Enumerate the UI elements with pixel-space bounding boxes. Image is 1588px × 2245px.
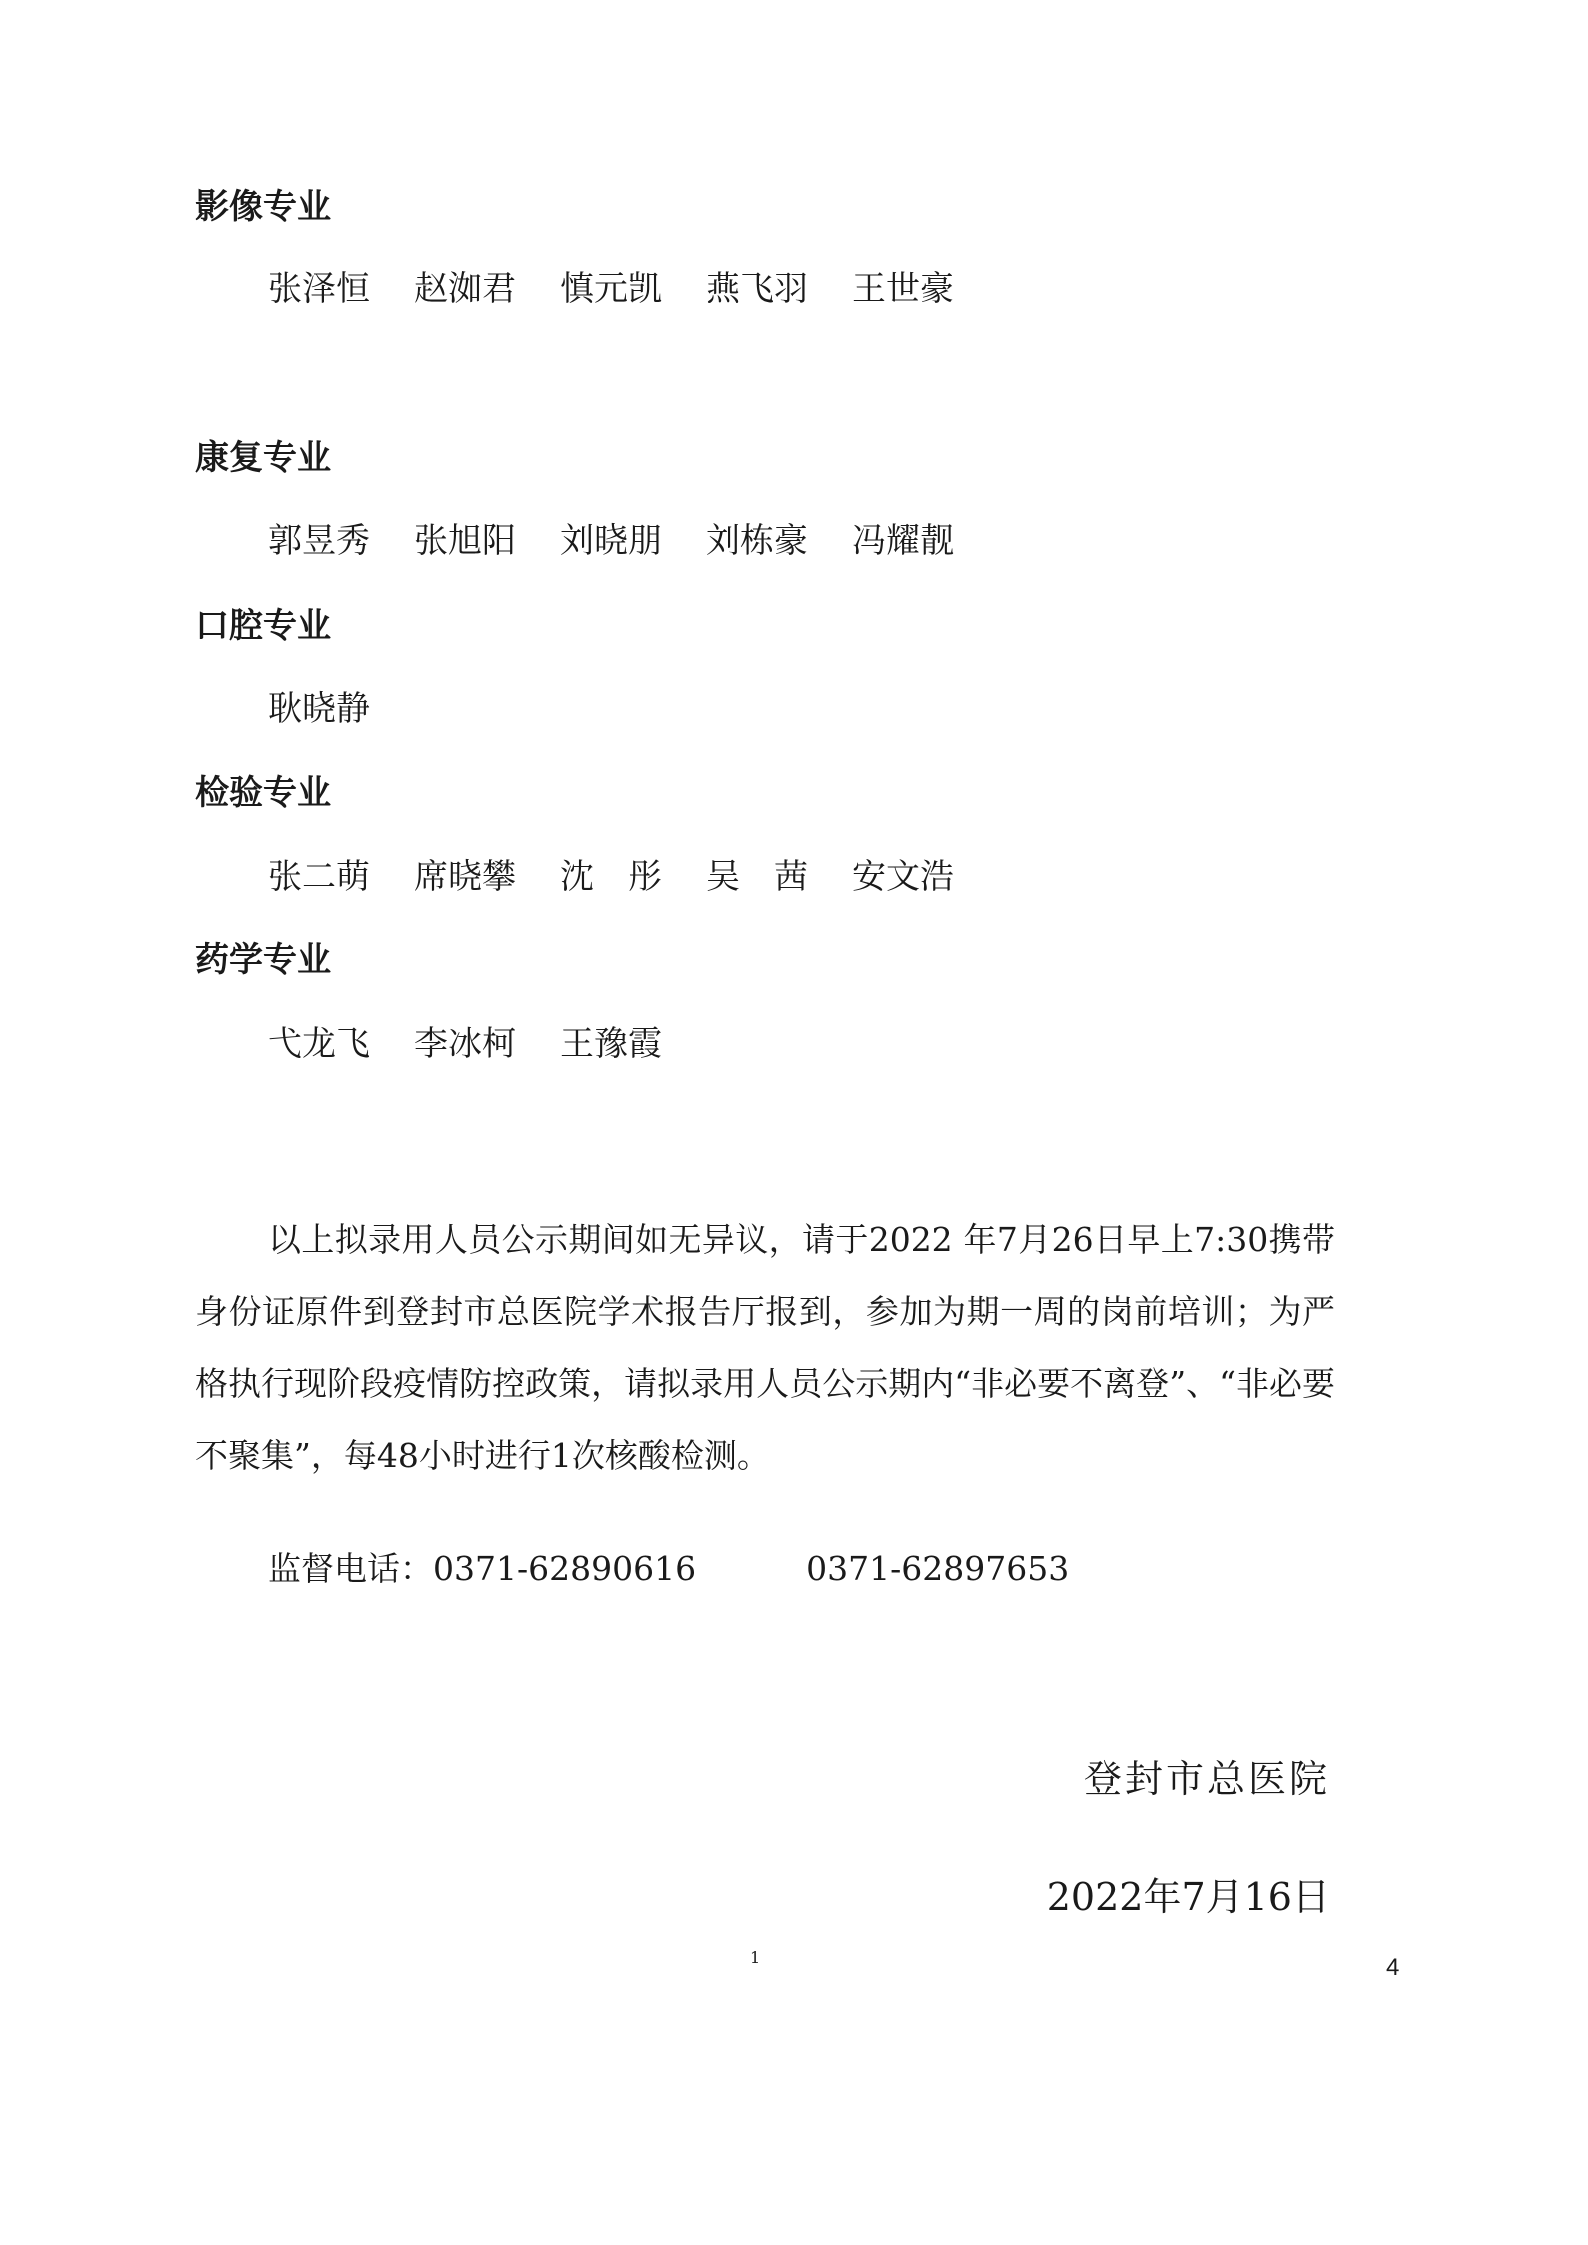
supervision-phone-2: 0371-62897653: [806, 1549, 1070, 1588]
person-name: 吴 茜: [706, 857, 808, 897]
supervision-phone-1: 0371-62890616: [433, 1549, 697, 1588]
name-list-dental: [268, 689, 414, 729]
notice-paragraph: 以上拟录用人员公示期间如无异议，请于2022 年7月26日早上7:30携带身份证原件到登封市总医院学术报告厅报到，参加为期一周的岗前培训；为严格执行现阶段疫情防控政策，请拟录用人员公示期内“非必要不离登”、“非必要不聚集”，每48小时进行1次核酸检测。: [195, 1220, 1335, 1475]
person-name: 席晓攀: [414, 857, 516, 897]
name-list-laboratory: [268, 857, 998, 897]
person-name: 慎元凯: [560, 269, 662, 309]
person-name: 耿晓静: [268, 689, 370, 729]
person-name: 沈 彤: [560, 857, 662, 897]
page-number: 4: [1386, 1954, 1400, 1981]
name-list-pharmacy: [268, 1024, 706, 1064]
supervision-label: 监督电话：: [268, 1549, 433, 1588]
section-heading-imaging: 影像专业: [195, 187, 331, 227]
person-name: 冯耀靓: [852, 521, 954, 561]
person-name: 张二萌: [268, 857, 370, 897]
name-list-rehab: [268, 521, 998, 561]
section-heading-pharmacy: 药学专业: [195, 940, 331, 980]
person-name: 弋龙飞: [268, 1024, 370, 1064]
footer-mark: 1: [750, 1948, 761, 1967]
person-name: 王世豪: [852, 269, 954, 309]
section-heading-rehab: 康复专业: [195, 438, 331, 478]
person-name: 郭昱秀: [268, 521, 370, 561]
person-name: 张旭阳: [414, 521, 516, 561]
person-name: 刘晓朋: [560, 521, 662, 561]
signer-organization: 登封市总医院: [1083, 1757, 1330, 1801]
person-name: 安文浩: [852, 857, 954, 897]
person-name: 王豫霞: [560, 1024, 662, 1064]
name-list-imaging: [268, 269, 998, 309]
person-name: 燕飞羽: [706, 269, 808, 309]
section-heading-laboratory: 检验专业: [195, 773, 331, 813]
person-name: 李冰柯: [414, 1024, 516, 1064]
supervision-phone-line: [268, 1549, 1070, 1588]
section-heading-dental: 口腔专业: [195, 606, 331, 646]
person-name: 张泽恒: [268, 269, 370, 309]
document-date: 2022年7月16日: [1046, 1875, 1330, 1919]
person-name: 赵洳君: [414, 269, 516, 309]
person-name: 刘栋豪: [706, 521, 808, 561]
